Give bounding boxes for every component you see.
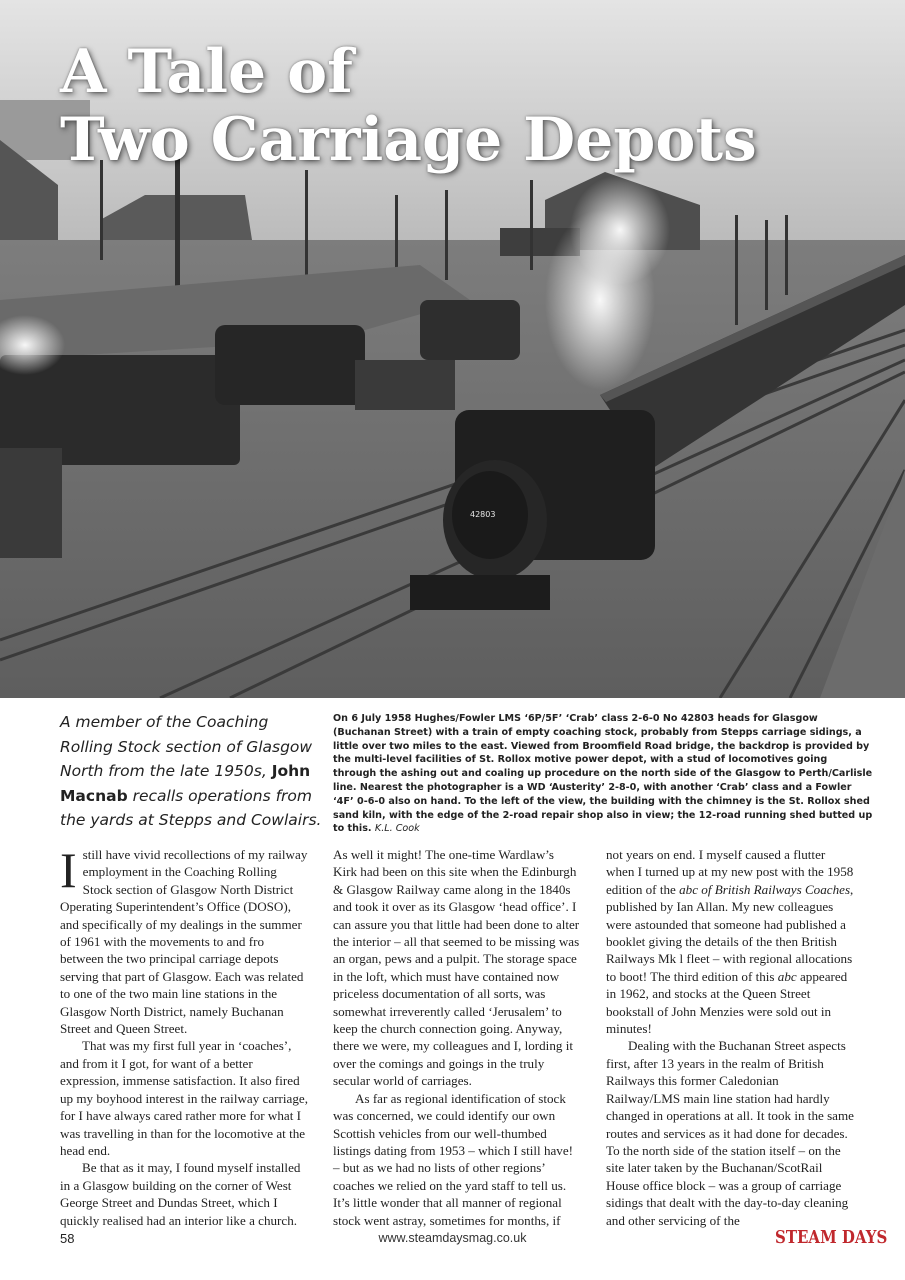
title-line-2: Two Carriage Depots xyxy=(60,105,757,175)
body-paragraph: As far as regional identification of stock was concerned, we could identify our own Scottish vehicles from our well-thumbed listings dating from 1953 – which I still have! – but as we had no lists of other regions’ coaches we relied on the yard staff to tell us. It’s little wonder that all manner of regional stock went astray, sometimes for months, if xyxy=(333,1090,574,1228)
body-column-1 xyxy=(60,842,308,1229)
loco-number-plate: 42803 xyxy=(470,510,496,519)
body-paragraph: Istill have vivid recollections of my railway employment in the Coaching Rolling Stock section of Glasgow North District Operating Superintendent’s Office (DOSO), and specifically of my dealings in the summer of 1961 with the movements to and fro between the two principal carriage depots serving that part of Glasgow. Each was related to one of the two main line stations in the Glasgow North District, namely Buchanan Street and Queen Street. xyxy=(60,842,308,1037)
website-url[interactable]: www.steamdaysmag.co.uk xyxy=(378,1231,527,1245)
body-column-2 xyxy=(333,846,581,1229)
body-paragraph: Dealing with the Buchanan Street aspects first, after 13 years in the realm of British Railways this former Caledonian Railway/LMS main line station had hardly changed in operations at all. It took in the same routes and services as it had done for decades. To the north side of the station itself – on the site later taken by the Buchanan/ScotRail House office block – was a group of carriage sidings that dealt with the day-to-day cleaning and other servicing of the xyxy=(606,1038,854,1228)
standfirst-tail: recalls operations from the yards at Stepps and Cowlairs. xyxy=(60,786,322,829)
body-paragraph: That was my first full year in ‘coaches’, and from it I got, for want of a better expression, immense satisfaction. It also fired up my boyhood interest in the railway carriage, for I have always cared rather more for what I was travelling in than for the locomotive at the head end. xyxy=(60,1038,308,1158)
author-name: John Macnab xyxy=(60,762,311,805)
photo-credit: K.L. Cook xyxy=(374,823,420,835)
page-number: 58 xyxy=(60,1231,75,1246)
drop-cap: I xyxy=(60,842,77,898)
magazine-logo: STEAM DAYS xyxy=(775,1226,888,1248)
book-title: abc of British Railways Coaches xyxy=(679,881,851,897)
body-paragraph: not years on end. I myself caused a flutter when I turned up at my new post with the 1958 edition of the abc of British Railways Coaches, published by Ian Allan. My new colleagues were astounded that someone had published a booklet giving the details of the then British Railways Mk l fleet – with regional allocations to boot! The third edition of this abc appeared in 1962, and stocks at the Queen Street bookstall of John Menzies were sold out in minutes! xyxy=(606,847,854,1037)
body-column-3 xyxy=(606,846,856,1229)
standfirst-lead: A member of the Coaching Rolling Stock section of Glasgow North from the late 1950s, xyxy=(60,713,313,780)
standfirst xyxy=(60,710,325,833)
caption-text: On 6 July 1958 Hughes/Fowler LMS ‘6P/5F’ ‘Crab’ class 2-6-0 No 42803 heads for Glasgow (Buchanan Street) with a train of empty coaching stock, probably from Stepps carriage sidings, a little over two miles to the east. Viewed from Broomfield Road bridge, the backdrop is provided by the multi-level facilities of St. Rollox motive power depot, with a stud of locomotives going through the ashing out and coaling up procedure on the north side of the Glasgow to Perth/Carlisle line. Nearest the photographer is a WD ‘Austerity’ 2-8-0, with another ‘Crab’ class and a Fowler ‘4F’ 0-6-0 also on hand. To the left of the view, the building with the chimney is the St. Rollox shed sand kiln, with the edge of the 2-road repair shop also in view; the 12-road running shed butted up to this. xyxy=(333,713,873,835)
book-abbrev: abc xyxy=(777,968,797,984)
article-title xyxy=(60,38,757,174)
photo-caption xyxy=(333,712,873,836)
body-paragraph: Be that as it may, I found myself installed in a Glasgow building on the corner of West George Street and Dundas Street, which I quickly realised had an interior like a church. xyxy=(60,1160,301,1228)
body-paragraph: As well it might! The one-time Wardlaw’s Kirk had been on this site when the Edinburgh & Glasgow Railway came along in the 1840s and took it over as its Glasgow ‘head office’. I can assure you that little had been done to alter the interior – all that seemed to be missing was an organ, pews and a pulpit. The storage space in the loft, which must have contained now priceless documentation of all sorts, was somewhat irreverently called ‘Jerusalem’ to keep the church connection going. Anyway, there we were, my colleagues and I, lording it over the comings and goings in the truly secular world of carriages. xyxy=(333,847,580,1089)
title-line-1: A Tale of xyxy=(60,37,353,107)
